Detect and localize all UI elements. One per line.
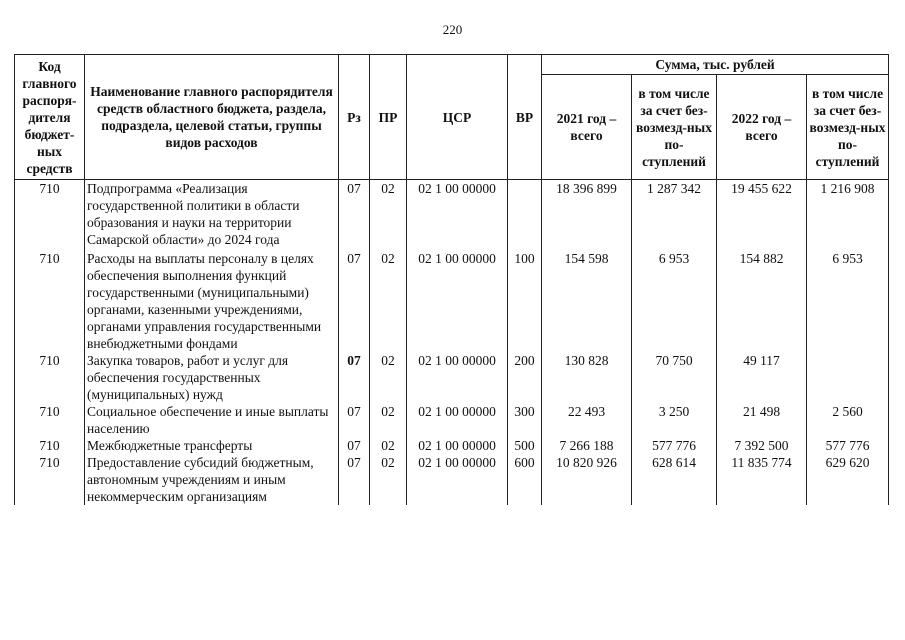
cell-name: Подпрограмма «Реализация государственной политики в области образования и науки на территории Самарской области» до 2024 года bbox=[85, 180, 339, 249]
cell-2021-grants: 628 614 bbox=[632, 454, 717, 505]
col-header-code: Код главного распоря-дителя бюджет-ных средств bbox=[15, 55, 85, 180]
table-row bbox=[15, 248, 889, 352]
col-header-csr: ЦСР bbox=[407, 55, 508, 180]
cell-name: Предоставление субсидий бюджетным, автономным учреждениям и иным некоммерческим организациям bbox=[85, 454, 339, 505]
cell-2021-grants: 6 953 bbox=[632, 248, 717, 352]
cell-2022-grants: 1 216 908 bbox=[807, 180, 889, 249]
cell-rz: 07 bbox=[339, 352, 370, 403]
cell-vr: 200 bbox=[508, 352, 542, 403]
cell-rz: 07 bbox=[339, 248, 370, 352]
cell-name: Социальное обеспечение и иные выплаты населению bbox=[85, 403, 339, 437]
cell-code: 710 bbox=[15, 352, 85, 403]
cell-csr: 02 1 00 00000 bbox=[407, 403, 508, 437]
cell-pr: 02 bbox=[370, 437, 407, 454]
cell-2021-total: 22 493 bbox=[542, 403, 632, 437]
cell-2021-grants: 577 776 bbox=[632, 437, 717, 454]
cell-2021-total: 154 598 bbox=[542, 248, 632, 352]
col-header-2021-grants: в том числе за счет без-возмезд-ных по-ступлений bbox=[632, 75, 717, 180]
cell-csr: 02 1 00 00000 bbox=[407, 180, 508, 249]
cell-2021-total: 130 828 bbox=[542, 352, 632, 403]
page-number: 220 bbox=[442, 22, 463, 37]
cell-pr: 02 bbox=[370, 248, 407, 352]
table-row bbox=[15, 403, 889, 437]
col-header-rz: Рз bbox=[339, 55, 370, 180]
cell-2022-total: 21 498 bbox=[717, 403, 807, 437]
cell-code: 710 bbox=[15, 403, 85, 437]
budget-table bbox=[14, 54, 889, 505]
cell-rz: 07 bbox=[339, 454, 370, 505]
col-header-2022-grants: в том числе за счет без-возмезд-ных по-ступлений bbox=[807, 75, 889, 180]
cell-vr: 300 bbox=[508, 403, 542, 437]
cell-rz: 07 bbox=[339, 180, 370, 249]
cell-csr: 02 1 00 00000 bbox=[407, 248, 508, 352]
cell-2022-total: 7 392 500 bbox=[717, 437, 807, 454]
cell-name: Расходы на выплаты персоналу в целях обеспечения выполнения функций государственными (муниципальными) органами, казенными учреждениями, органами управления государственными внебюджетными фондами bbox=[85, 248, 339, 352]
cell-vr: 100 bbox=[508, 248, 542, 352]
cell-2021-total: 7 266 188 bbox=[542, 437, 632, 454]
cell-code: 710 bbox=[15, 248, 85, 352]
cell-code: 710 bbox=[15, 180, 85, 249]
col-header-pr: ПР bbox=[370, 55, 407, 180]
cell-vr bbox=[508, 180, 542, 249]
cell-pr: 02 bbox=[370, 403, 407, 437]
cell-rz: 07 bbox=[339, 403, 370, 437]
cell-code: 710 bbox=[15, 454, 85, 505]
cell-pr: 02 bbox=[370, 180, 407, 249]
cell-pr: 02 bbox=[370, 454, 407, 505]
cell-2022-total: 49 117 bbox=[717, 352, 807, 403]
cell-2021-grants: 70 750 bbox=[632, 352, 717, 403]
cell-2022-total: 154 882 bbox=[717, 248, 807, 352]
cell-2022-total: 11 835 774 bbox=[717, 454, 807, 505]
col-header-sum: Сумма, тыс. рублей bbox=[542, 55, 889, 75]
cell-2022-grants: 6 953 bbox=[807, 248, 889, 352]
cell-vr: 500 bbox=[508, 437, 542, 454]
table-row bbox=[15, 352, 889, 403]
cell-rz: 07 bbox=[339, 437, 370, 454]
cell-2022-total: 19 455 622 bbox=[717, 180, 807, 249]
cell-code: 710 bbox=[15, 437, 85, 454]
cell-csr: 02 1 00 00000 bbox=[407, 352, 508, 403]
col-header-2021-total: 2021 год – всего bbox=[542, 75, 632, 180]
cell-name: Закупка товаров, работ и услуг для обеспечения государственных (муниципальных) нужд bbox=[85, 352, 339, 403]
table-row bbox=[15, 454, 889, 505]
table-row bbox=[15, 437, 889, 454]
cell-2021-grants: 1 287 342 bbox=[632, 180, 717, 249]
cell-2021-grants: 3 250 bbox=[632, 403, 717, 437]
table-row bbox=[15, 180, 889, 249]
cell-2021-total: 10 820 926 bbox=[542, 454, 632, 505]
cell-vr: 600 bbox=[508, 454, 542, 505]
col-header-2022-total: 2022 год – всего bbox=[717, 75, 807, 180]
cell-2022-grants bbox=[807, 352, 889, 403]
cell-2022-grants: 577 776 bbox=[807, 437, 889, 454]
cell-2021-total: 18 396 899 bbox=[542, 180, 632, 249]
cell-csr: 02 1 00 00000 bbox=[407, 454, 508, 505]
col-header-vr: ВР bbox=[508, 55, 542, 180]
cell-pr: 02 bbox=[370, 352, 407, 403]
cell-2022-grants: 2 560 bbox=[807, 403, 889, 437]
cell-csr: 02 1 00 00000 bbox=[407, 437, 508, 454]
cell-name: Межбюджетные трансферты bbox=[85, 437, 339, 454]
cell-2022-grants: 629 620 bbox=[807, 454, 889, 505]
col-header-name: Наименование главного распорядителя средств областного бюджета, раздела, подраздела, целевой статьи, группы видов расходов bbox=[85, 55, 339, 180]
